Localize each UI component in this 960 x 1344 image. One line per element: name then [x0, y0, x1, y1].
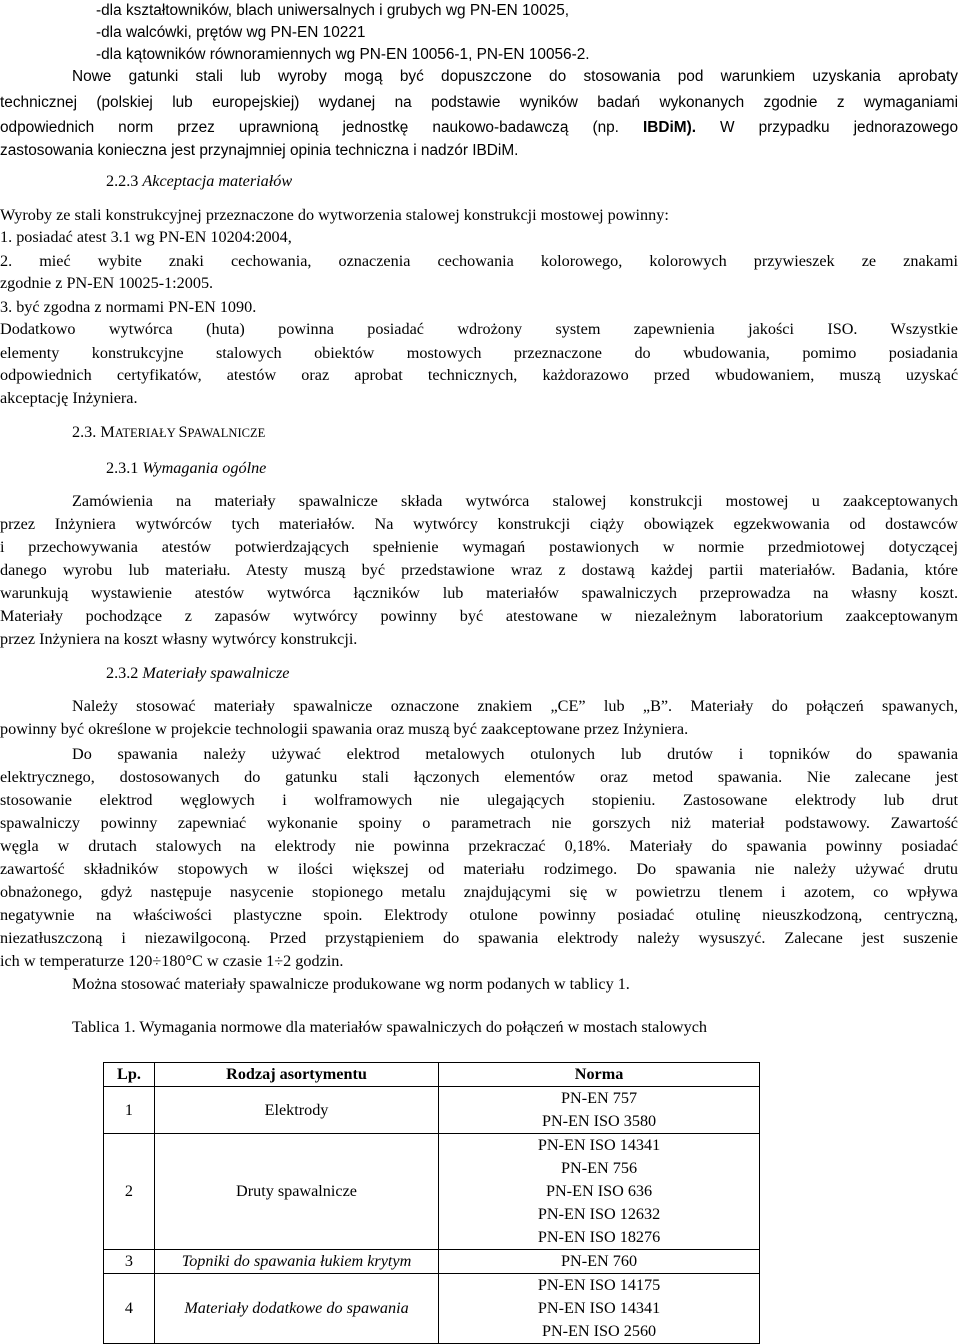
paragraph-line — [0, 117, 958, 139]
text-run: technicznej (polskiej lub europejskiej) wydanej na podstawie wyników badań wykonanych zgodnie z wymaganiami — [0, 94, 958, 111]
cell-lp: 3 — [104, 1250, 155, 1274]
paragraph-line: zastosowania konieczna jest przynajmniej opinia techniczna i nadzór IBDiM. — [0, 142, 519, 159]
section-title: Akceptacja materiałów — [142, 172, 293, 190]
section-number: 2.2.3 — [106, 172, 139, 190]
section-heading — [106, 457, 960, 479]
table-row — [104, 1134, 760, 1250]
table-caption: Tablica 1. Wymagania normowe dla materiałów spawalniczych do połączeń w mostach stalowych — [72, 1018, 707, 1036]
paragraph-line: przez Inżyniera wytwórców tych materiałów. Na wytwórcy konstrukcji ciąży obowiązek egzekwowania od dostawców — [0, 515, 958, 533]
table-row — [104, 1274, 760, 1344]
bullet-line: -dla kształtowników, blach uniwersalnych i grubych wg PN-EN 10025, — [96, 2, 570, 19]
paragraph-line: akceptację Inżyniera. — [0, 389, 138, 407]
norm-entry: PN-EN ISO 14341 — [537, 1136, 661, 1154]
cell-type: Elektrody — [154, 1087, 438, 1134]
section-heading — [106, 662, 960, 684]
cell-lp: 2 — [104, 1134, 155, 1250]
paragraph-line: Można stosować materiały spawalnicze produkowane wg norm podanych w tablicy 1. — [72, 975, 630, 993]
paragraph-line: Materiały pochodzące z zapasów wytwórcy powinny być atestowane w niezależnym laboratorium zaakceptowanym — [0, 607, 958, 625]
cell-norms — [439, 1087, 760, 1134]
header-norm: Norma — [439, 1063, 760, 1087]
cell-norms — [439, 1134, 760, 1250]
table-row — [104, 1087, 760, 1134]
norm-entry: PN-EN 760 — [561, 1252, 638, 1270]
paragraph-line: warunkują wystawienie atestów wytwórca łączników lub materiałów spawalniczych przeprowadza na własny koszt. — [0, 584, 958, 602]
paragraph-line: powinny być określone w projekcie technologii spawania oraz muszą być zaakceptowane przez Inżyniera. — [0, 720, 689, 738]
paragraph-line: Zamówienia na materiały spawalnicze składa wytwórca stalowej konstrukcji mostowej u zaakceptowanych — [72, 492, 958, 510]
paragraph-line: Do spawania należy używać elektrod metalowych otulonych lub drutów i topników do spawania — [72, 745, 958, 763]
paragraph-line: ich w temperaturze 120÷180°C w czasie 1÷2 godzin. — [0, 952, 344, 970]
cell-norms — [439, 1274, 760, 1344]
norm-entry: PN-EN 756 — [561, 1159, 638, 1177]
text-run: odpowiednich norm przez uprawnioną jednostkę naukowo-badawczą (np. — [0, 119, 619, 136]
list-item: 2. mieć wybite znaki cechowania, oznaczenia cechowania kolorowego, kolorowych przywieszek ze znakami — [0, 252, 958, 270]
paragraph-line: przez Inżyniera na koszt własny wytwórcy konstrukcji. — [0, 630, 358, 648]
section-number: 2.3. — [72, 423, 97, 441]
section-title: Wymagania ogólne — [142, 459, 267, 477]
paragraph-line: Nowe gatunki stali lub wyroby mogą być dopuszczone do stosowania pod warunkiem uzyskania aprobaty — [72, 68, 958, 85]
norm-entry: PN-EN ISO 636 — [545, 1182, 653, 1200]
paragraph-line: niezatłuszczoną i niezawilgoconą. Przed przystąpieniem do spawania elektrody należy wysuszyć. Zalecane jest suszenie — [0, 929, 958, 947]
paragraph-line: stosowanie elektrod węglowych i wolframowych nie ulegających stopieniu. Zastosowane elektrody lub drut — [0, 791, 958, 809]
list-item: 1. posiadać atest 3.1 wg PN-EN 10204:2004, — [0, 228, 292, 246]
paragraph-line: zawartość składników stopowych w ilości większej od materiału rodzimego. Do spawania nie należy używać drutu — [0, 860, 958, 878]
table-row — [104, 1250, 760, 1274]
paragraph-line: i przechowywania atestów potwierdzających spełnienie wymagań postawionych w normie przedmiotowej dotyczącej — [0, 538, 958, 556]
header-lp: Lp. — [104, 1063, 155, 1087]
chapter-title: MATERIAŁY SPAWALNICZE — [100, 423, 266, 441]
bullet-line: -dla kątowników równoramiennych wg PN-EN 10056-1, PN-EN 10056-2. — [96, 46, 590, 63]
cell-type: Topniki do spawania łukiem krytym — [154, 1250, 438, 1274]
section-number: 2.3.1 — [106, 459, 139, 477]
paragraph-line: elementy konstrukcyjne stalowych obiektów mostowych przeznaczone do wbudowania, pomimo posiadania — [0, 344, 958, 362]
table-header-row — [104, 1063, 760, 1087]
paragraph-line: Należy stosować materiały spawalnicze oznaczone znakiem „CE” lub „B”. Materiały do połączeń spawanych, — [72, 697, 958, 715]
paragraph-line: obnażonego, gdyż następuje nasycenie stopionego metalu znajdującymi się w powietrzu tlenem i azotem, co wpływa — [0, 883, 958, 901]
paragraph-line: danego wyrobu lub materiału. Atesty muszą być przedstawione wraz z dostawą każdej partii materiałów. Badania, które — [0, 561, 958, 579]
section-heading — [106, 170, 960, 192]
bullet-line: -dla walcówki, prętów wg PN-EN 10221 — [96, 24, 366, 41]
norms-table — [103, 1062, 760, 1344]
header-type: Rodzaj asortymentu — [154, 1063, 438, 1087]
cell-type: Materiały dodatkowe do spawania — [154, 1274, 438, 1344]
text-run: W przypadku jednorazowego — [720, 119, 959, 136]
cell-lp: 4 — [104, 1274, 155, 1344]
norm-entry: PN-EN ISO 18276 — [537, 1228, 661, 1246]
cell-norms — [439, 1250, 760, 1274]
cell-type: Druty spawalnicze — [154, 1134, 438, 1250]
paragraph-line: węgla w drutach stalowych na elektrody nie powinna przekraczać 0,18%. Materiały do spawania powinny posiadać — [0, 837, 958, 855]
chapter-heading — [72, 421, 960, 444]
norm-entry: PN-EN ISO 14175 — [537, 1276, 661, 1294]
cell-lp: 1 — [104, 1087, 155, 1134]
list-item: 3. być zgodna z normami PN-EN 1090. — [0, 298, 257, 316]
norm-entry: PN-EN ISO 2560 — [541, 1322, 657, 1340]
paragraph-line: Wyroby ze stali konstrukcyjnej przeznaczone do wytworzenia stalowej konstrukcji mostowej powinny: — [0, 206, 669, 224]
norm-entry: PN-EN ISO 3580 — [541, 1112, 657, 1130]
norm-entry: PN-EN ISO 14341 — [537, 1299, 661, 1317]
norm-entry: PN-EN ISO 12632 — [537, 1205, 661, 1223]
paragraph-line — [0, 92, 958, 114]
paragraph-line: negatywnie na właściwości plastyczne spoin. Elektrody otulone powinny posiadać otulinę nieuszkodzoną, centryczną, — [0, 906, 958, 924]
paragraph-line: odpowiednich certyfikatów, atestów oraz aprobat technicznych, każdorazowo przed wbudowaniem, muszą uzyskać — [0, 366, 958, 384]
paragraph-line: Dodatkowo wytwórca (huta) powinna posiadać wdrożony system zapewnienia jakości ISO. Wszystkie — [0, 320, 958, 338]
section-number: 2.3.2 — [106, 664, 139, 682]
paragraph-line: spawalniczy powinny zapewniać wykonanie spoiny o parametrach nie gorszych niż materiał podstawowy. Zawartość — [0, 814, 958, 832]
paragraph-line: elektrycznego, dostosowanych do gatunku stali łączonych elementów oraz metod spawania. Nie zalecane jest — [0, 768, 958, 786]
list-item: zgodnie z PN-EN 10025-1:2005. — [0, 274, 214, 292]
section-title: Materiały spawalnicze — [142, 664, 290, 682]
text-run-bold: IBDiM). — [643, 119, 697, 136]
norm-entry: PN-EN 757 — [561, 1089, 638, 1107]
